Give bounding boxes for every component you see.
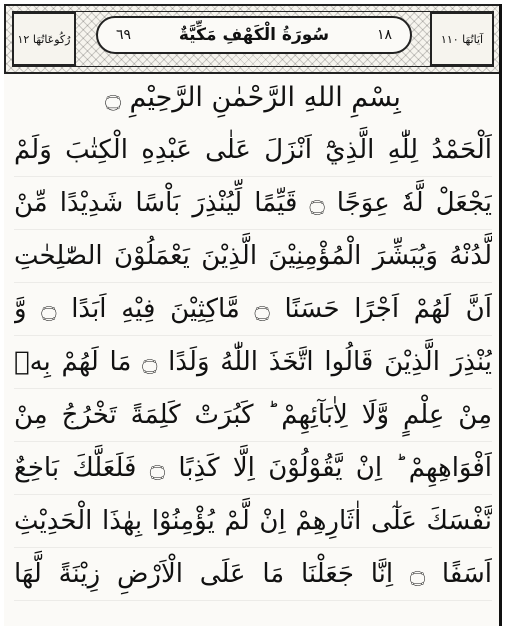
verse-line: يُنْذِرَ الَّذِيْنَ قَالُوا اتَّخَذَ اللّٰهُ وَلَدًا ۝ مَا لَهُمْ بِهٖ [14,336,492,389]
ruku-number: ٦٩ [116,27,132,43]
surah-title-cartouche [96,16,412,54]
surah-header [4,4,502,74]
surah-name: سُورَةُ الْكَهْفِ مَكِّيَّةٌ [178,25,330,45]
verse-line: اَفْوَاهِهِمْ ؕ اِنْ يَّقُوْلُوْنَ اِلَّا كَذِبًا ۝ فَلَعَلَّكَ بَاخِعٌ [14,442,492,495]
verse-line: مِنْ عِلْمٍ وَّلَا لِاٰبَآئِهِمْ ؕ كَبُرَتْ كَلِمَةً تَخْرُجُ مِنْ [14,389,492,442]
surah-number: ١٨ [376,27,392,43]
verse-line: نَّفْسَكَ عَلٰٓى اٰثَارِهِمْ اِنْ لَّمْ يُؤْمِنُوْا بِهٰذَا الْحَدِيْثِ [14,495,492,548]
bismillah: بِسْمِ اللهِ الرَّحْمٰنِ الرَّحِيْمِ ۝ [105,82,401,113]
verse-lines [14,124,492,601]
mushaf-page [4,4,502,626]
ayah-count-text: آيَاتُهَا ١١٠ [440,32,484,46]
page-edge-rule [499,4,502,626]
verse-line: يَجْعَلْ لَّهٗ عِوَجًا ۝ قَيِّمًا لِّيُنْذِرَ بَاْسًا شَدِيْدًا مِّنْ [14,177,492,230]
verse-line: اَنَّ لَهُمْ اَجْرًا حَسَنًا ۝ مَّاكِثِيْنَ فِيْهِ اَبَدًا ۝ وَّ [14,283,492,336]
verse-line: اَلْحَمْدُ لِلّٰهِ الَّذِيْٓ اَنْزَلَ عَلٰى عَبْدِهِ الْكِتٰبَ وَلَمْ [14,124,492,177]
ruku-count-text: رُكُوعَاتُهَا ١٢ [17,32,71,46]
ayah-count-box [430,12,494,66]
verse-line: اَسَفًا ۝ اِنَّا جَعَلْنَا مَا عَلَى الْاَرْضِ زِيْنَةً لَّهَا [14,548,492,601]
ruku-count-box [12,12,76,66]
verse-line: لَّدُنْهُ وَيُبَشِّرَ الْمُؤْمِنِيْنَ الَّذِيْنَ يَعْمَلُوْنَ الصّٰلِحٰتِ [14,230,492,283]
